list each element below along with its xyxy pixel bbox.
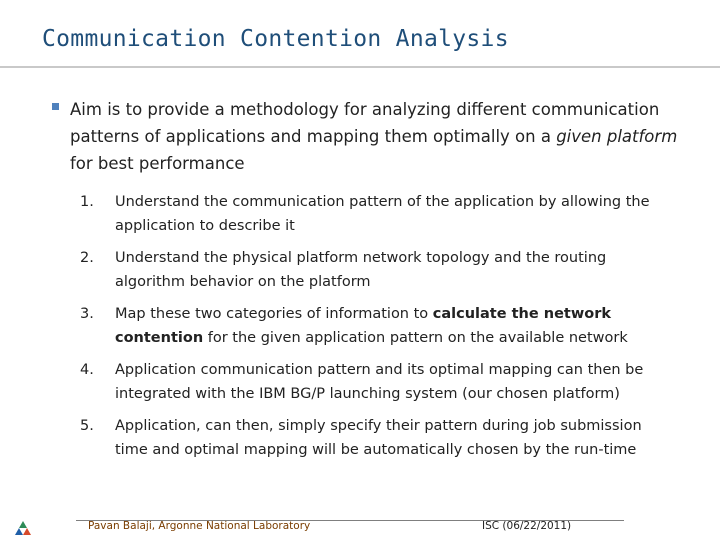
step-1	[80, 190, 670, 238]
step-text: Application communication pattern and its optimal mapping can then be integrated with the IBM BG/P launching system (our chosen platform)	[115, 362, 644, 402]
argonne-logo-icon	[14, 520, 32, 536]
slide-title: Communication Contention Analysis	[42, 26, 509, 52]
step-text: Understand the physical platform network topology and the routing algorithm behavior on the platform	[115, 250, 607, 290]
main-bullet-text	[70, 96, 692, 177]
step-number: 2.	[80, 250, 94, 266]
title-divider	[0, 66, 720, 68]
step-text	[115, 302, 670, 350]
step-number: 5.	[80, 418, 94, 434]
step-text-after: for the given application pattern on the available network	[203, 330, 628, 346]
step-number: 3.	[80, 306, 94, 322]
step-2	[80, 246, 670, 294]
step-4	[80, 358, 670, 406]
step-text: Application, can then, simply specify their pattern during job submission time and optimal mapping will be automatically chosen by the run-time	[115, 418, 642, 458]
step-5	[80, 414, 670, 462]
step-text: Understand the communication pattern of the application by allowing the application to describe it	[115, 194, 650, 234]
step-number: 1.	[80, 194, 94, 210]
bullet-text-italic: given platform	[556, 127, 678, 146]
footer-author: Pavan Balaji, Argonne National Laboratory	[88, 520, 311, 532]
footer-conference-date: ISC (06/22/2011)	[482, 520, 572, 532]
step-text-bold: calculate the network contention	[115, 306, 611, 346]
bullet-text-after: for best performance	[70, 154, 245, 173]
main-bullet	[52, 96, 692, 177]
square-bullet-icon	[52, 103, 59, 110]
step-3	[80, 302, 670, 350]
bullet-text-before: Aim is to provide a methodology for analyzing different communication patterns of applications and mapping them optimally on a	[70, 100, 660, 146]
numbered-steps	[80, 190, 670, 470]
step-number: 4.	[80, 362, 94, 378]
step-text-before: Map these two categories of information to	[115, 306, 433, 322]
